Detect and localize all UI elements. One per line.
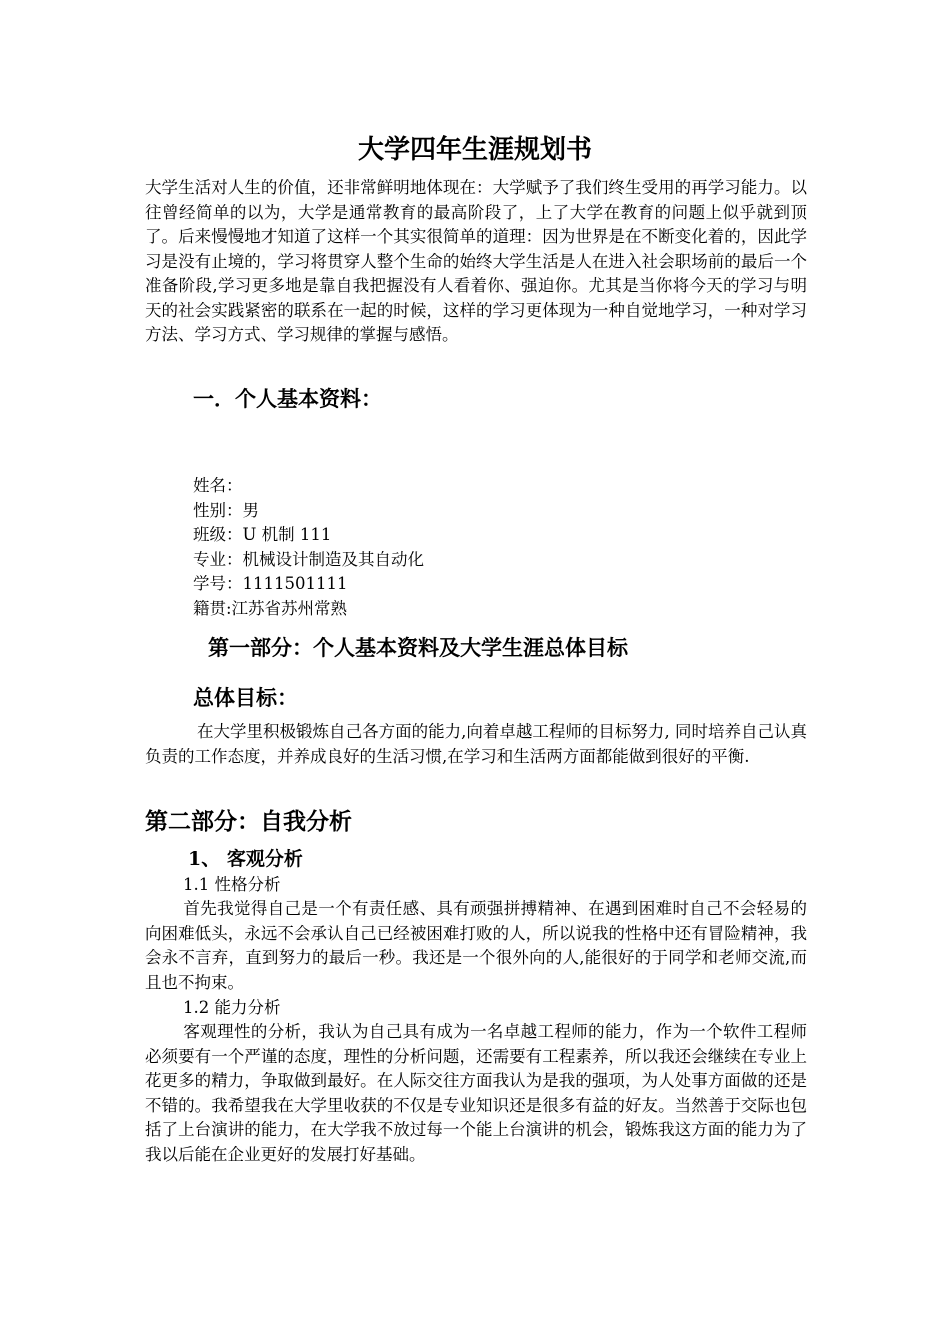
info-origin: 籍贯:江苏省苏州常熟 xyxy=(193,598,348,618)
ability-heading: 1.2 能力分析 xyxy=(183,998,281,1017)
info-major: 专业：机械设计制造及其自动化 xyxy=(193,549,424,569)
section1-heading: 一．个人基本资料： xyxy=(193,386,382,411)
goal-heading: 总体目标： xyxy=(193,685,298,710)
part1-heading: 第一部分：个人基本资料及大学生涯总体目标 xyxy=(208,635,628,660)
objective-analysis-heading: 1、 客观分析 xyxy=(188,848,303,870)
info-student-id: 学号：1111501111 xyxy=(193,574,348,593)
intro-paragraph: 大学生活对人生的价值，还非常鲜明地体现在：大学赋予了我们终生受用的再学习能力。以往曾经简单的以为，大学是通常教育的最高阶段了，上了大学在教育的问题上似乎就到顶了。后来慢慢地才知道了这样一个其实很简单的道理：因为世界是在不断变化着的，因此学习是没有止境的，学习将贯穿人整个生命的始终大学生活是人在进入社会职场前的最后一个准备阶段,学习更多地是靠自我把握没有人看着你、强迫你。尤其是当你将今天的学习与明天的社会实践紧密的联系在一起的时候，这样的学习更体现为一种自觉地学习，一种对学习方法、学习方式、学习规律的掌握与感悟。 xyxy=(145,178,807,344)
ability-paragraph xyxy=(145,1020,807,1167)
personal-info-list xyxy=(193,474,424,621)
personality-paragraph xyxy=(145,897,807,995)
document-title: 大学四年生涯规划书 xyxy=(357,135,592,165)
info-gender: 性别：男 xyxy=(193,500,259,520)
part2-heading: 第二部分：自我分析 xyxy=(145,808,352,835)
goal-text: 在大学里积极锻炼自己各方面的能力,向着卓越工程师的目标努力, 同时培养自己认真负责的工作态度，并养成良好的生活习惯,在学习和生活两方面都能做到很好的平衡. xyxy=(145,722,807,766)
goal-paragraph xyxy=(145,720,807,769)
ability-text: 客观理性的分析，我认为自己具有成为一名卓越工程师的能力，作为一个软件工程师必须要有一个严谨的态度，理性的分析问题，还需要有工程素养，所以我还会继续在专业上花更多的精力，争取做到最好。在人际交往方面我认为是我的强项，为人处事方面做的还是不错的。我希望我在大学里收获的不仅是专业知识还是很多有益的好友。当然善于交际也包括了上台演讲的能力，在大学我不放过每一个能上台演讲的机会，锻炼我这方面的能力为了我以后能在企业更好的发展打好基础。 xyxy=(145,1022,807,1164)
personality-heading: 1.1 性格分析 xyxy=(183,875,281,894)
info-class: 班级：U 机制 111 xyxy=(193,525,332,544)
personality-text: 首先我觉得自己是一个有责任感、具有顽强拼搏精神、在遇到困难时自己不会轻易的向困难低头，永远不会承认自己已经被困难打败的人，所以说我的性格中还有冒险精神，我会永不言弃，直到努力的最后一秒。我还是一个很外向的人,能很好的于同学和老师交流,而且也不拘束。 xyxy=(145,899,807,992)
info-name: 姓名： xyxy=(193,476,243,495)
